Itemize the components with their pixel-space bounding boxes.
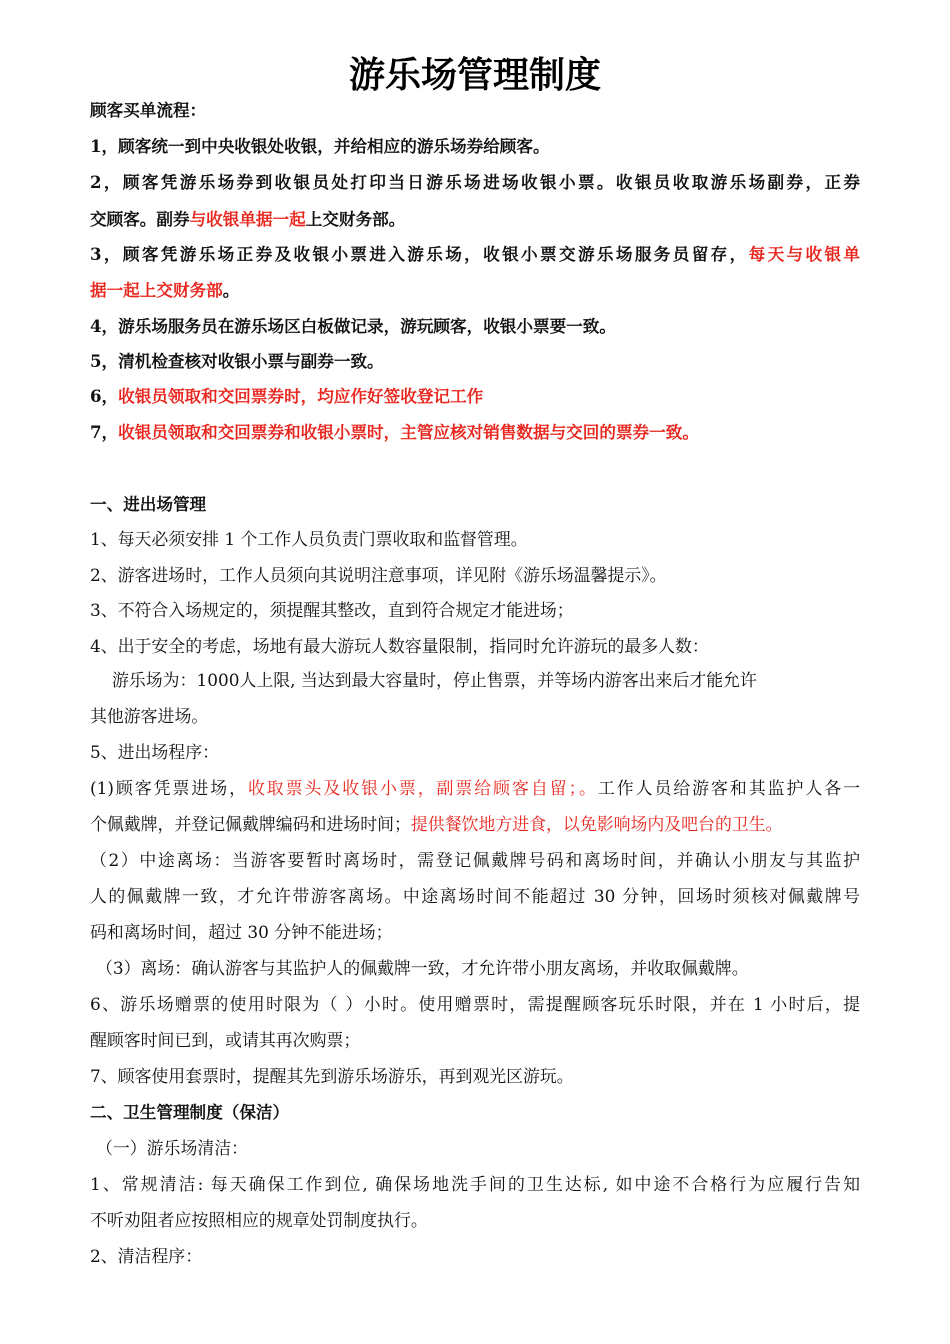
text-run: 工作人员给游客和其监护人各一	[597, 778, 860, 798]
entry-procedure-2-cont: 人的佩戴牌一致，才允许带游客离场。中途离场时间不能超过 30 分钟，回场时须核对佩戴牌号	[90, 886, 860, 906]
hygiene-section-heading: 二、卫生管理制度（保洁）	[90, 1102, 290, 1122]
hygiene-rule-1: 1、常规清洁: 每天确保工作到位, 确保场地洗手间的卫生达标, 如中途不合格行为应履行告知	[90, 1174, 860, 1194]
entry-rule-4: 4、出于安全的考虑，场地有最大游玩人数容量限制，指同时允许游玩的最多人数：	[90, 636, 709, 656]
entry-procedure-1-cont	[90, 806, 860, 842]
entry-procedure-1	[90, 770, 860, 806]
buy-flow-step-1: 1，顾客统一到中央收银处收银，并给相应的游乐场券给顾客。	[90, 136, 550, 156]
entry-capacity-line: 游乐场为：1000人上限, 当达到最大容量时，停止售票，并等场内游客出来后才能允许	[112, 670, 757, 690]
text-run: (1)顾客凭票进场，	[90, 778, 248, 798]
buy-flow-step-2: 2，顾客凭游乐场券到收银员处打印当日游乐场进场收银小票。收银员收取游乐场副券，正券	[90, 172, 860, 192]
entry-section-heading: 一、进出场管理	[90, 494, 207, 514]
highlight-text: 收银员领取和交回票券和收银小票时，主管应核对销售数据与交回的票券一致。	[118, 422, 699, 442]
highlight-text: 每天与收银单	[748, 244, 861, 264]
text-run: 3，顾客凭游乐场正券及收银小票进入游乐场，收银小票交游乐场服务员留存，	[90, 244, 749, 264]
highlight-text: 与收银单据一起	[189, 209, 306, 229]
hygiene-rule-2: 2、清洁程序：	[90, 1246, 203, 1266]
text-run: 7，	[90, 422, 119, 442]
entry-rule-7: 7、顾客使用套票时，提醒其先到游乐场游乐，再到观光区游玩。	[90, 1066, 574, 1086]
entry-procedure-heading: 5、进出场程序：	[90, 742, 219, 762]
text-run: 6，	[90, 386, 119, 406]
highlight-text: 据一起上交财务部	[90, 280, 223, 300]
buy-flow-step-3-cont	[90, 272, 860, 308]
page-title: 游乐场管理制度	[348, 54, 601, 96]
buy-flow-step-5: 5，清机检查核对收银小票与副券一致。	[90, 351, 384, 371]
buy-flow-heading: 顾客买单流程：	[90, 100, 207, 120]
text-run: 交顾客。副券	[90, 209, 190, 229]
text-run: 。	[222, 280, 240, 300]
entry-rule-6: 6、游乐场赠票的使用时限为（ ）小时。使用赠票时，需提醒顾客玩乐时限，并在 1 小时后，提	[90, 994, 860, 1014]
entry-rule-2: 2、游客进场时，工作人员须向其说明注意事项，详见附《游乐场温馨提示》。	[90, 565, 667, 585]
hygiene-subsection-heading: （一）游乐场清洁：	[96, 1138, 249, 1158]
entry-rule-6-cont: 醒顾客时间已到，或请其再次购票；	[90, 1030, 361, 1050]
entry-procedure-2: （2）中途离场：当游客要暂时离场时，需登记佩戴牌号码和离场时间，并确认小朋友与其监护	[90, 850, 860, 870]
highlight-text: 提供餐饮地方进食，以免影响场内及吧台的卫生。	[410, 814, 783, 834]
entry-rule-3: 3、不符合入场规定的，须提醒其整改，直到符合规定才能进场；	[90, 600, 574, 620]
buy-flow-step-7	[90, 414, 860, 450]
entry-procedure-2-end: 码和离场时间，超过 30 分钟不能进场；	[90, 922, 393, 942]
buy-flow-step-2-cont	[90, 201, 860, 237]
buy-flow-step-6	[90, 378, 860, 414]
highlight-text: 收取票头及收银小票，副票给顾客自留；。	[247, 778, 598, 798]
highlight-text: 收银员领取和交回票券时，均应作好签收登记工作	[118, 386, 484, 406]
entry-procedure-3: （3）离场：确认游客与其监护人的佩戴牌一致，才允许带小朋友离场，并收取佩戴牌。	[96, 958, 749, 978]
hygiene-rule-1-cont: 不听劝阻者应按照相应的规章处罚制度执行。	[90, 1210, 428, 1230]
buy-flow-step-4: 4，游乐场服务员在游乐场区白板做记录，游玩顾客，收银小票要一致。	[90, 316, 616, 336]
buy-flow-step-3	[90, 236, 860, 272]
text-run: 上交财务部。	[305, 209, 406, 229]
text-run: 个佩戴牌，并登记佩戴牌编码和进场时间；	[90, 814, 411, 834]
entry-capacity-cont: 其他游客进场。	[90, 706, 209, 726]
entry-rule-1: 1、每天必须安排 1 个工作人员负责门票收取和监督管理。	[90, 529, 528, 549]
